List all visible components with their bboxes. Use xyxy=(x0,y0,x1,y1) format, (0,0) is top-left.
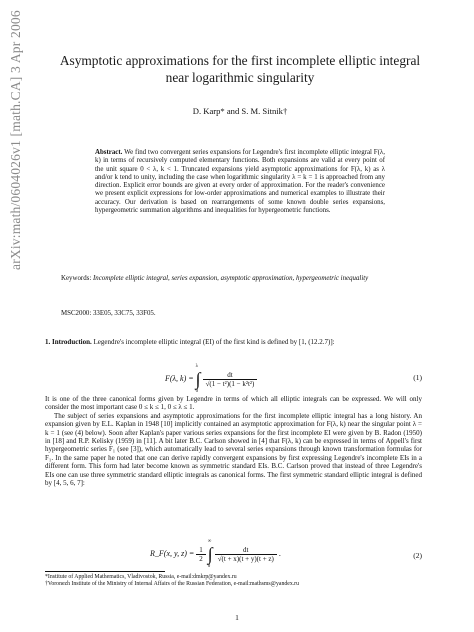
abstract-text: We find two convergent series expansions for Legendre's first incomplete elliptic integral F(λ, k) in terms of recursively computed elementary functions. Both expansions are valid at every point of the unit square 0 < λ, k < 1. Truncated expansions yield asymptotic approximations for F(λ, k) as λ and/or k tend to unity, including the case when logarithmic singularity λ = k = 1 is approached from any direction. Explicit error bounds are given at every order of approximation. For the reader's convenience we present explicit expressions for low-order approximations and numerical examples to illustrate their accuracy. Our derivation is based on rearrangements of some known double series expansions, hypergeometric summation algorithms and inequalities for hypergeometric functions. xyxy=(95,149,385,215)
introduction-body xyxy=(45,395,422,487)
equation-1-upper: λ xyxy=(195,364,199,369)
equation-2-numerator: dt xyxy=(215,546,277,555)
equation-1-numerator: dt xyxy=(203,371,258,380)
equation-2 xyxy=(150,538,281,570)
title-line-1: Asymptotic approximations for the first incomplete elliptic integral xyxy=(59,53,421,68)
integral-sign-icon: ∫ xyxy=(207,544,213,564)
abstract xyxy=(95,149,385,215)
equation-1-fraction xyxy=(203,371,258,388)
authors: D. Karp* and S. M. Sitnik† xyxy=(192,106,288,116)
equation-1 xyxy=(165,363,257,395)
equation-2-half: $\frac{1}{2}$ xyxy=(196,546,206,563)
equation-1-denominator: √(1 − t²)(1 − k²t²) xyxy=(205,379,255,388)
footnotes xyxy=(45,574,422,588)
footnote-1: *Institute of Applied Mathematics, Vladivostok, Russia, e-mail:dmkrp@yandex.ru xyxy=(45,574,237,580)
equation-2-upper: ∞ xyxy=(207,539,212,544)
keywords-label: Keywords: xyxy=(61,275,92,282)
paragraph: It is one of the three canonical forms given by Legendre in terms of which all elliptic integrals can be expressed. We will only consider the most important case 0 ≤ k ≤ 1, 0 ≤ λ ≤ 1. xyxy=(45,395,422,412)
footnote-rule xyxy=(45,571,165,572)
section-heading: 1. Introduction. xyxy=(45,338,92,346)
equation-1-lower: 0 xyxy=(195,389,199,394)
page-number: 1 xyxy=(235,613,239,622)
equation-2-lhs: R_F(x, y, z) = xyxy=(150,548,195,558)
arxiv-identifier[interactable]: arXiv:math/0604026v1 [math.CA] 3 Apr 2006 xyxy=(8,10,23,270)
equation-1-number: (1) xyxy=(413,373,422,382)
equation-2-tail: . xyxy=(278,548,281,558)
introduction-text: Legendre's incomplete elliptic integral (EI) of the first kind is defined by [1, (12.2.7)]: xyxy=(93,338,335,346)
equation-1-lhs: F(λ, k) = xyxy=(165,373,194,383)
paper-title xyxy=(40,52,440,86)
equation-2-denominator: √(t + x)(t + y)(t + z) xyxy=(217,554,274,563)
integral-sign-icon: ∫ xyxy=(195,369,201,389)
abstract-label: Abstract. xyxy=(95,149,123,156)
equation-2-lower: 0 xyxy=(207,564,211,569)
equation-2-number: (2) xyxy=(413,551,422,560)
keywords xyxy=(61,275,416,283)
footnote-2: †Voronezh Institute of the Ministry of Internal Affairs of the Russian Federation, e-mail:mathsms@yandex.ru xyxy=(45,581,300,588)
keywords-text: Incomplete elliptic integral, series expansion, asymptotic approximation, hypergeometric inequality xyxy=(92,275,369,282)
equation-2-limits xyxy=(208,538,213,570)
introduction-opening xyxy=(45,338,422,346)
title-line-2: near logarithmic singularity xyxy=(165,70,315,85)
equation-2-fraction xyxy=(215,546,277,563)
equation-1-limits xyxy=(196,363,201,395)
msc-classification: MSC2000: 33E05, 33C75, 33F05. xyxy=(61,310,156,317)
paragraph: The subject of series expansions and asymptotic approximations for the first incomplete elliptic integral has a long history. An expansion given by E.L. Kaplan in 1948 [10] implicitly contained an asymptotic approximation for F(λ, k) near the singular point λ = k = 1 (see (4) below). Soon after Kaplan's paper various series expansions for the first incomplete EI were given by B. Radon (1950) in [18] and R.P. Kelisky (1959) in [11]. A bit later B.C. Carlson showed in [4] that F(λ, k) can be expressed in terms of Appell's first hypergeometric series F₁ (see [3]), which automatically lead to several series expansions through known transformation formulas for F₁. In the same paper he noted that one can derive rapidly convergent expansions by first expressing Legendre's incomplete EIs in a different form. This form had later become known as symmetric standard EIs. B.C. Carlson proved that instead of three Legendre's EIs one can use three symmetric standard elliptic integrals as canonical forms. The first symmetric standard elliptic integral is defined by [4, 5, 6, 7]: xyxy=(45,411,422,488)
